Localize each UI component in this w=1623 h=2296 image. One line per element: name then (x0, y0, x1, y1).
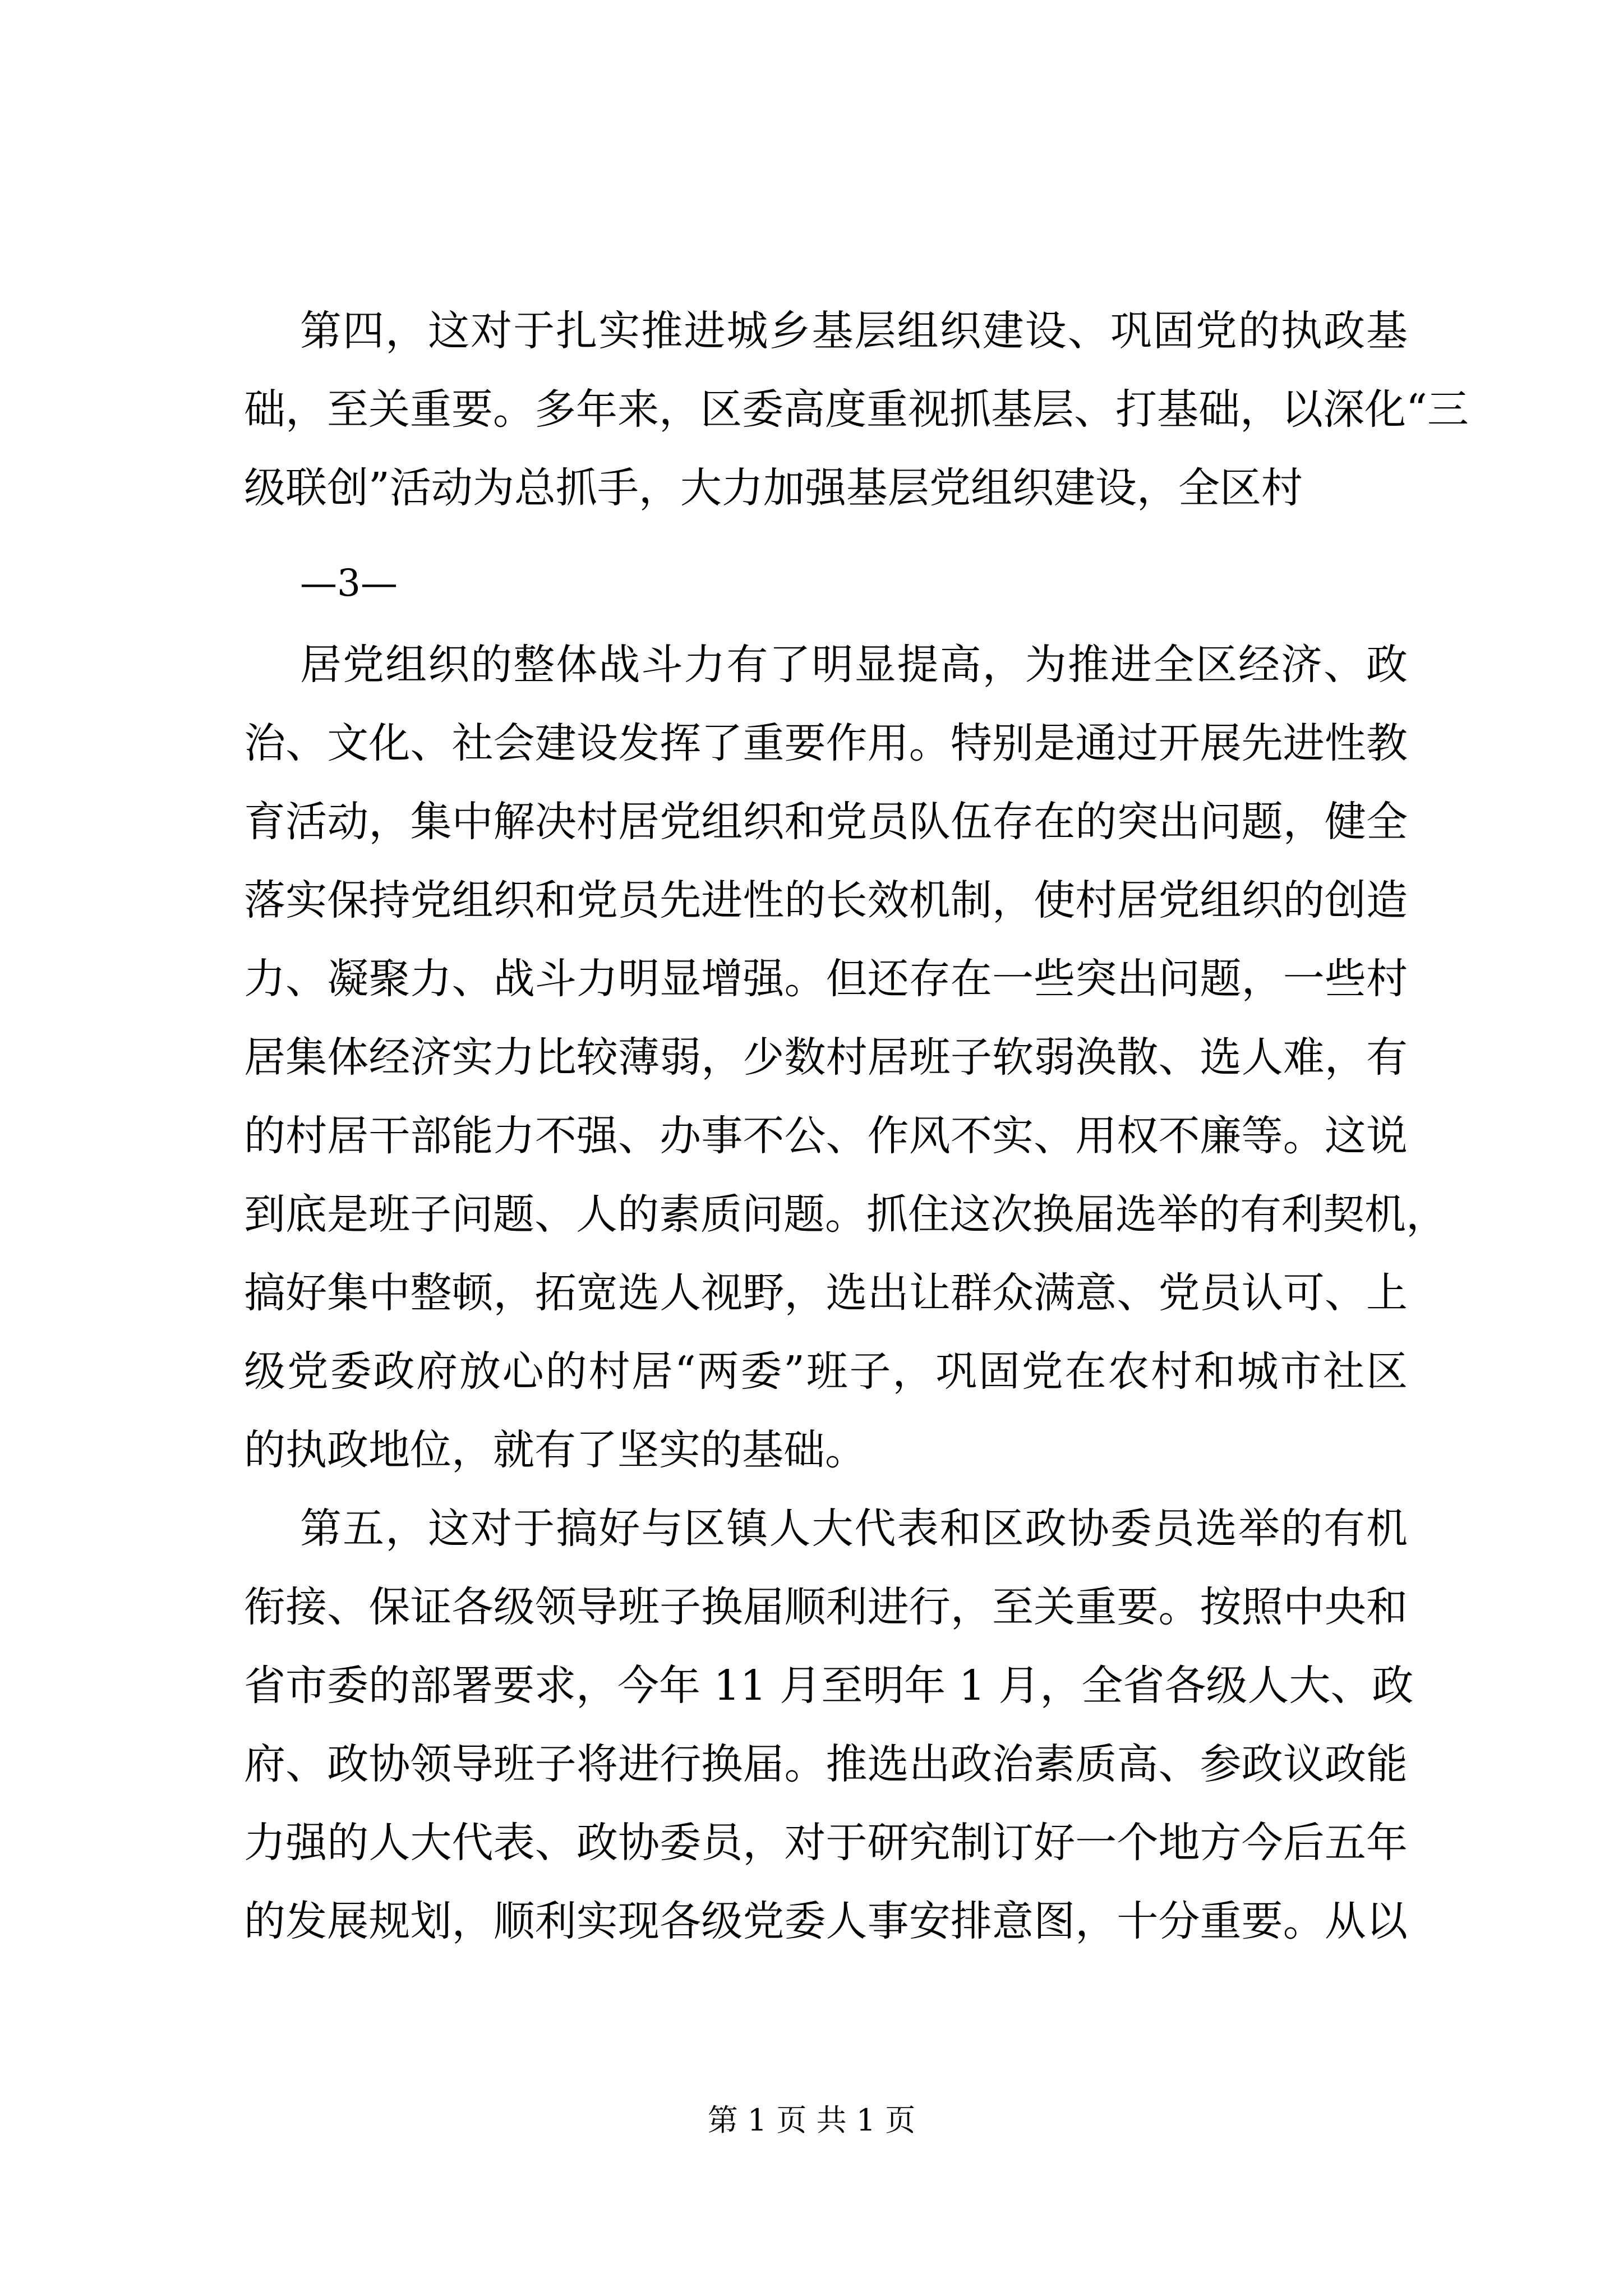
paragraph-4-cont-line-7: 的村居干部能力不强、办事不公、作风不实、用权不廉等。这说 (244, 1112, 1408, 1160)
paragraph-5-line-3: 省市委的部署要求，今年 11 月至明年 1 月，全省各级人大、政 (244, 1662, 1414, 1710)
paragraph-5-line-2: 衔接、保证各级领导班子换届顺利进行，至关重要。按照中央和 (244, 1583, 1408, 1631)
paragraph-4-cont-line-4: 落实保持党组织和党员先进性的长效机制，使村居党组织的创造 (244, 876, 1408, 924)
paragraph-5-line-6: 的发展规划，顺利实现各级党委人事安排意图，十分重要。从以 (244, 1897, 1408, 1945)
paragraph-4-line-1: 第四，这对于扎实推进城乡基层组织建设、巩固党的执政基 (300, 307, 1408, 355)
paragraph-4-cont-line-8: 到底是班子问题、人的素质问题。抓住这次换届选举的有利契机， (244, 1190, 1447, 1239)
paragraph-5-line-1: 第五，这对于搞好与区镇人大代表和区政协委员选举的有机 (300, 1504, 1408, 1553)
paragraph-4-cont-line-1: 居党组织的整体战斗力有了明显提高，为推进全区经济、政 (300, 641, 1408, 689)
paragraph-5-line-4: 府、政协领导班子将进行换届。推选出政治素质高、参政议政能 (244, 1740, 1408, 1788)
paragraph-4-line-3: 级联创”活动为总抓手，大力加强基层党组织建设，全区村 (244, 464, 1303, 512)
paragraph-4-cont-line-11: 的执政地位，就有了坚实的基础。 (244, 1426, 866, 1474)
paragraph-5-line-5: 力强的人大代表、政协委员，对于研究制订好一个地方今后五年 (244, 1819, 1408, 1867)
paragraph-4-cont-line-9: 搞好集中整顿，拓宽选人视野，选出让群众满意、党员认可、上 (244, 1269, 1408, 1317)
paragraph-4-cont-line-6: 居集体经济实力比较薄弱，少数村居班子软弱涣散、选人难，有 (244, 1033, 1408, 1082)
inline-page-number: —3— (300, 562, 398, 605)
page-footer: 第 1 页 共 1 页 (707, 2102, 916, 2138)
paragraph-4-cont-line-2: 治、文化、社会建设发挥了重要作用。特别是通过开展先进性教 (244, 719, 1408, 767)
paragraph-4-cont-line-5: 力、凝聚力、战斗力明显增强。但还存在一些突出问题，一些村 (244, 955, 1408, 1003)
paragraph-4-line-2: 础，至关重要。多年来，区委高度重视抓基层、打基础，以深化“三 (244, 385, 1469, 434)
paragraph-4-cont-line-3: 育活动，集中解决村居党组织和党员队伍存在的突出问题，健全 (244, 798, 1408, 846)
paragraph-4-cont-line-10: 级党委政府放心的村居“两委”班子，巩固党在农村和城市社区 (244, 1347, 1408, 1396)
